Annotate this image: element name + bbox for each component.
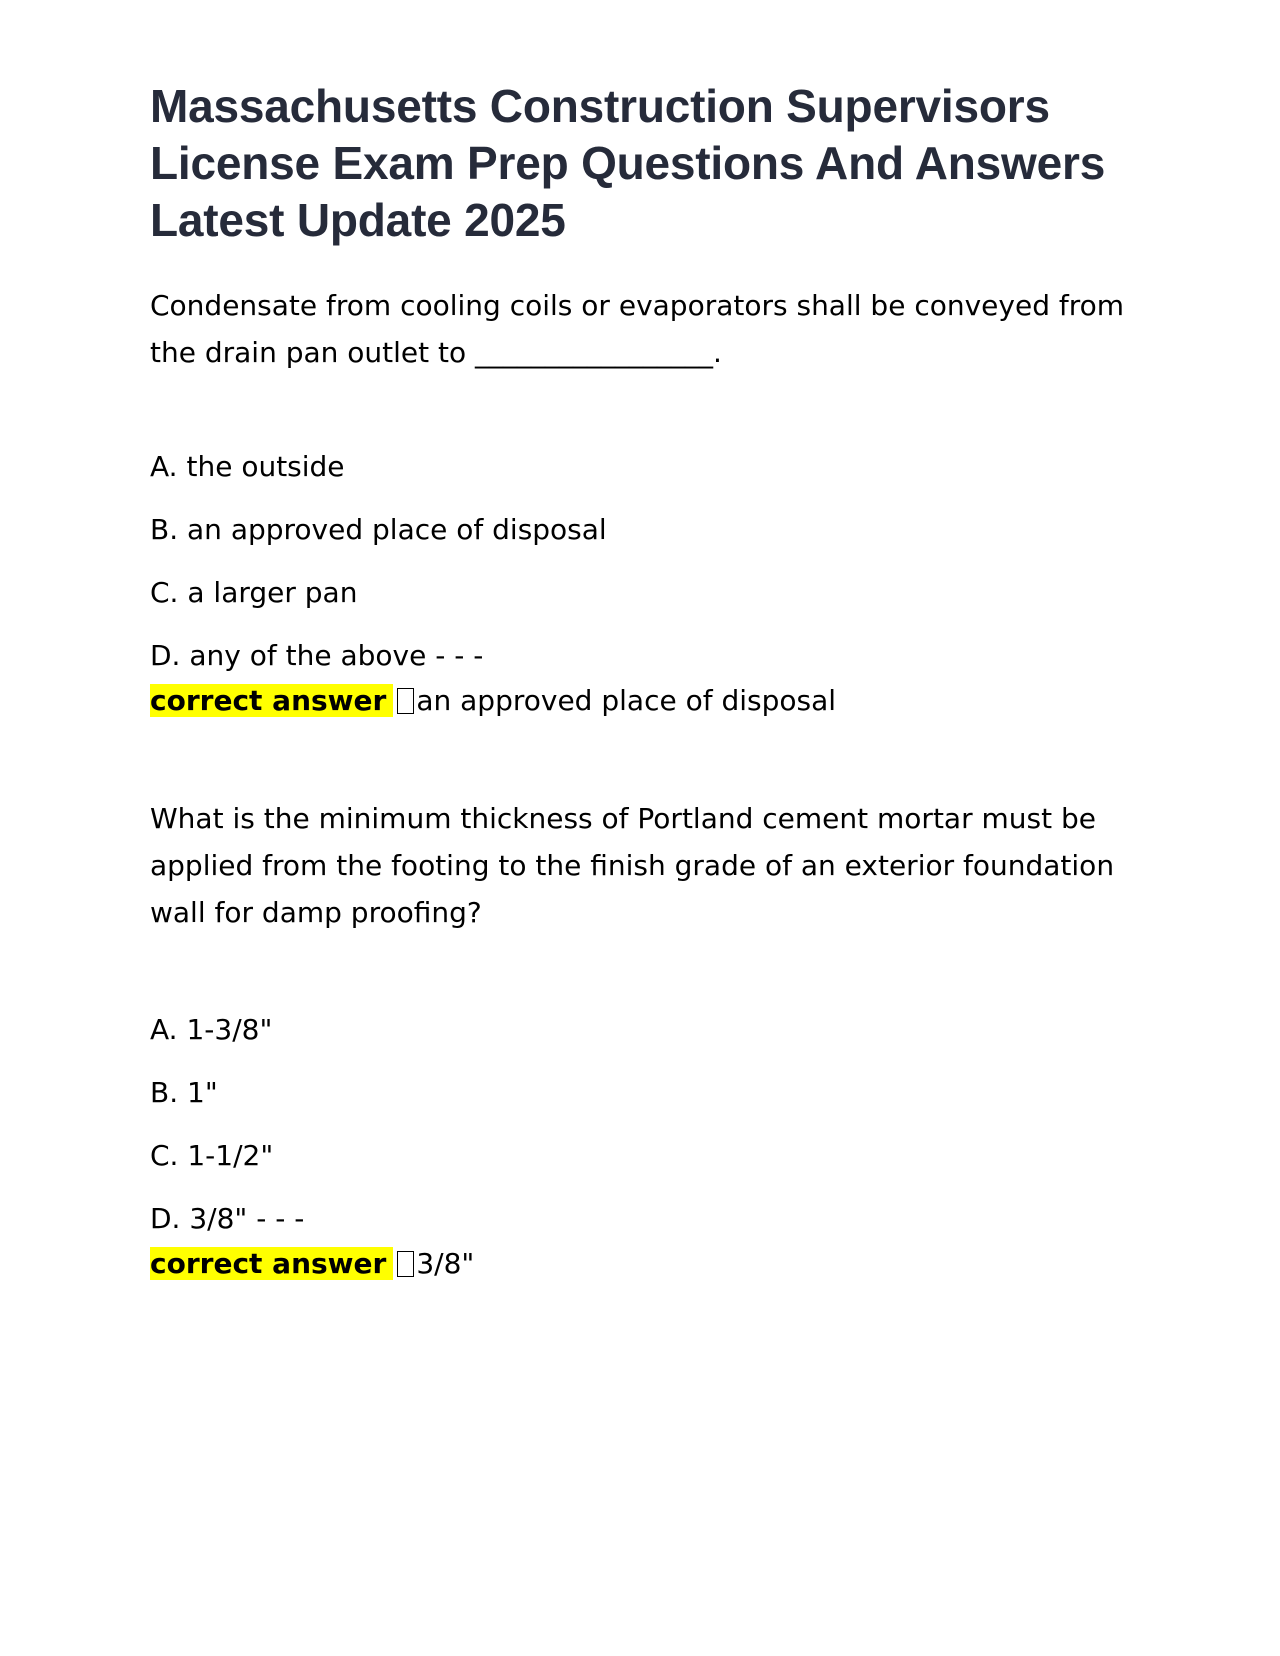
question-text: What is the minimum thickness of Portland cement mortar must be applied from the footing to the finish grade of an exterior foundation wall for damp proofing? xyxy=(150,802,1115,929)
option-b: B. an approved place of disposal xyxy=(150,513,607,546)
correct-answer-text: 3/8" xyxy=(416,1247,475,1280)
question-block-2 xyxy=(150,795,1130,1285)
question-block-1 xyxy=(150,282,1130,722)
option-a: A. the outside xyxy=(150,450,345,483)
option-b: B. 1" xyxy=(150,1076,218,1109)
correct-answer-label: correct answer xyxy=(150,684,393,717)
missing-glyph-box-icon xyxy=(397,688,414,714)
correct-answer-text: an approved place of disposal xyxy=(416,684,837,717)
option-c: C. a larger pan xyxy=(150,576,358,609)
document-title: Massachusetts Construction Supervisors License Exam Prep Questions And Answers Latest Update 2025 xyxy=(150,80,1106,246)
option-a: A. 1-3/8" xyxy=(150,1013,273,1046)
correct-answer-line xyxy=(150,1243,1130,1285)
question-text: Condensate from cooling coils or evaporators shall be conveyed from the drain pan outlet to _________________. xyxy=(150,289,1125,369)
missing-glyph-box-icon xyxy=(397,1251,414,1277)
answer-options xyxy=(150,447,1130,676)
document-page xyxy=(150,78,1130,1285)
option-c: C. 1-1/2" xyxy=(150,1139,274,1172)
answer-options xyxy=(150,1010,1130,1239)
option-d: D. 3/8" - - - xyxy=(150,1202,305,1235)
option-d: D. any of the above - - - xyxy=(150,639,484,672)
correct-answer-line xyxy=(150,680,1130,722)
correct-answer-label: correct answer xyxy=(150,1247,393,1280)
